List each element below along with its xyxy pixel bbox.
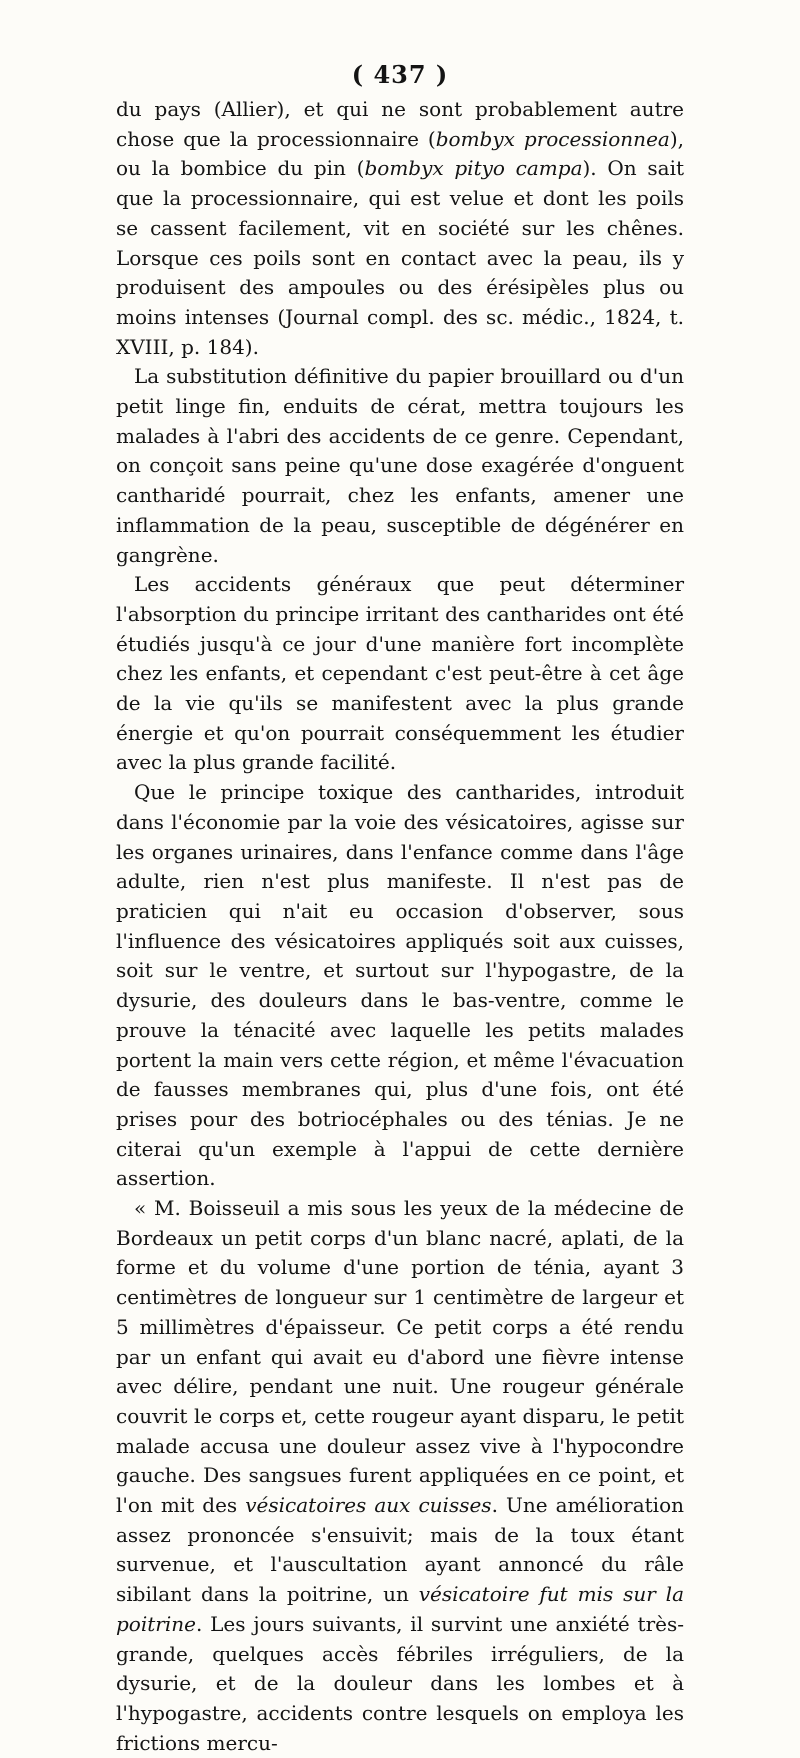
text-run: Que le principe toxique des cantharides, introduit dans l'économie par la voie des vésicatoires, agisse sur les organes urinaires, dans l'enfance comme dans l'âge adulte, rien n'est plus manifeste. Il n'est pas de praticien qui n'ait eu occasion d'observer, sous l'influence des vésicatoires appliqués soit aux cuisses, soit sur le ventre, et surtout sur l'hypogastre, de la dysurie, des douleurs dans le bas-ventre, comme le prouve la ténacité avec laquelle les petits malades portent la main vers cette région, et même l'évacuation de fausses membranes qui, plus d'une fois, ont été prises pour des botriocéphales ou des ténias. Je ne citerai qu'un exemple à l'appui de cette dernière assertion. [116,780,684,1191]
italic-run: bombyx processionnea [435,126,670,151]
text-run: « M. Boisseuil a mis sous les yeux de la médecine de Bordeaux un petit corps d'un blanc nacré, aplati, de la forme et du volume d'une portion de ténia, ayant 3 centimètres de longueur sur 1 centimètre de largeur et 5 millimètres d'épaisseur. Ce petit corps a été rendu par un enfant qui avait eu d'abord une fièvre intense avec délire, pendant une nuit. Une rougeur générale couvrit le corps et, cette rougeur ayant disparu, le petit malade accusa une douleur assez vive à l'hypocondre gauche. Des sangsues furent appliquées en ce point, et l'on mit des [116,1196,684,1518]
page-number: ( 437 ) [351,60,449,89]
text-run: . Les jours suivants, il survint une anxiété très-grande, quelques accès fébriles irréguliers, de la dysurie, et de la douleur dans les lombes et à l'hypogastre, accidents contre lesquels on employa les frictions mercu- [116,1611,684,1755]
text-run: La substitution définitive du papier brouillard ou d'un petit linge fin, enduits de cérat, mettra toujours les malades à l'abri des accidents de ce genre. Cependant, on conçoit sans peine qu'une dose exagérée d'onguent cantharidé pourrait, chez les enfants, amener une inflammation de la peau, susceptible de dégénérer en gangrène. [116,364,684,567]
text-run: du pays (Allier), et qui ne sont probablement autre chose que la processionnaire ( [116,97,684,151]
page-body [116,95,684,1758]
text-run: ), ou la bombice du pin ( [116,126,684,181]
italic-run: vésicatoires aux cuisses [245,1493,492,1518]
italic-run: bombyx pityo campa [364,156,583,181]
paragraph-5-quotation [116,1194,684,1758]
paragraph-4 [116,778,684,1194]
paragraph-2 [116,362,684,570]
text-run: . Une amélioration assez prononcée s'ensuivit; mais de la toux étant survenue, et l'auscultation ayant annoncé du râle sibilant dans la poitrine, un [116,1493,684,1607]
italic-run: vésicatoire fut mis sur la poitrine [116,1582,684,1636]
paragraph-3 [116,570,684,778]
text-run: ). On sait que la processionnaire, qui est velue et dont les poils se cassent facilement, vit en société sur les chênes. Lorsque ces poils sont en contact avec la peau, ils y produisent des ampoules ou des érésipèles plus ou moins intenses (Journal compl. des sc. médic., 1824, t. XVIII, p. 184). [116,156,685,359]
text-run: Les accidents généraux que peut déterminer l'absorption du principe irritant des cantharides ont été étudiés jusqu'à ce jour d'une manière fort incomplète chez les enfants, et cependant c'est peut-être à cet âge de la vie qu'ils se manifestent avec la plus grande énergie et qu'on pourrait conséquemment les étudier avec la plus grande facilité. [116,572,684,775]
paragraph-1 [116,95,684,362]
